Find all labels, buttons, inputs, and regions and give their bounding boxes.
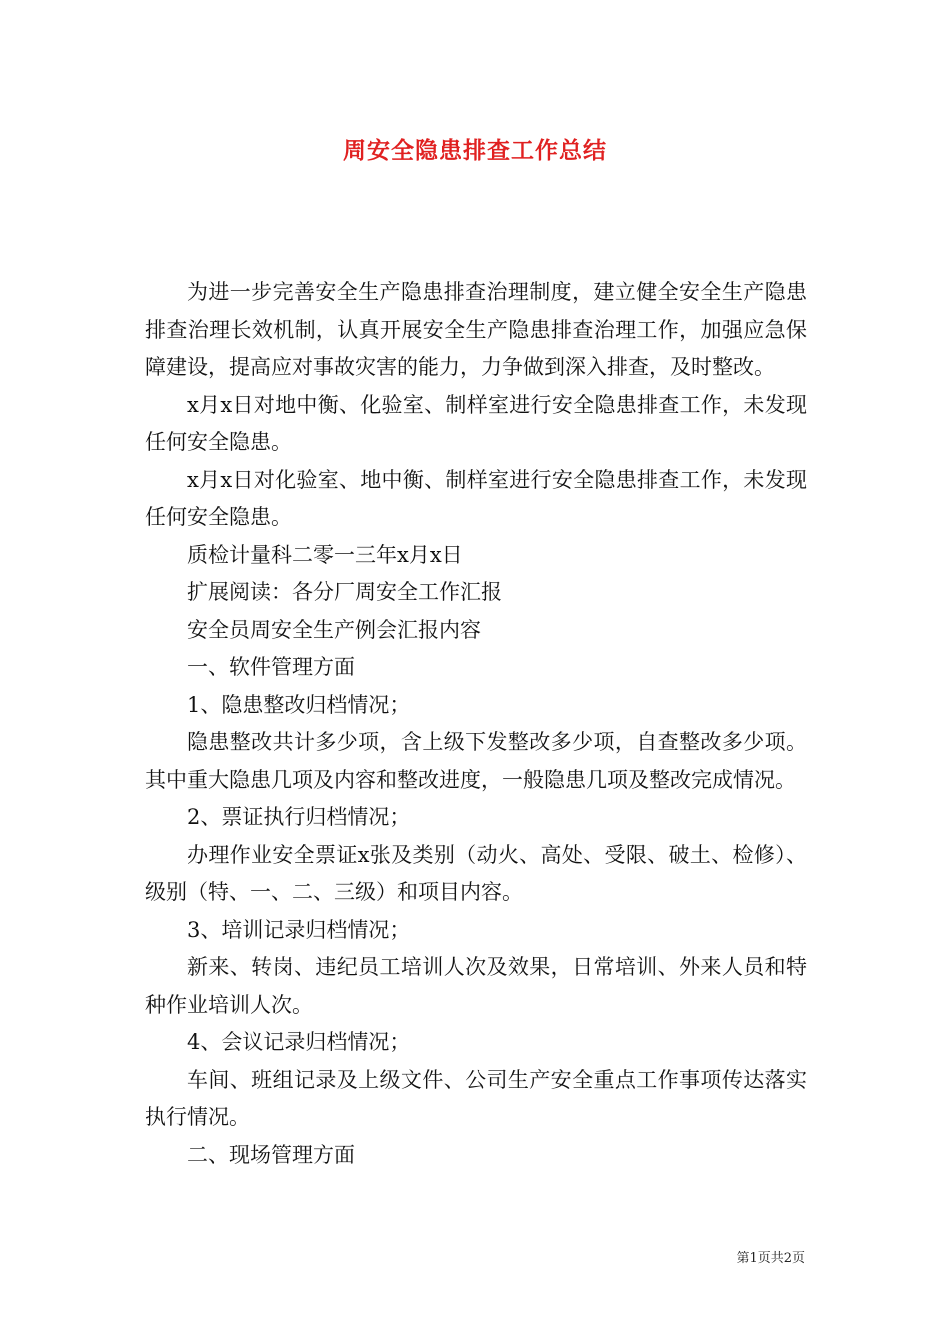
paragraph: 办理作业安全票证x张及类别（动火、高处、受限、破土、检修）、级别（特、一、二、三级）和项目内容。	[145, 842, 807, 904]
subsection-heading: 1、隐患整改归档情况；	[187, 692, 411, 717]
paragraph: 车间、班组记录及上级文件、公司生产安全重点工作事项传达落实执行情况。	[145, 1067, 807, 1129]
paragraph: x月x日对化验室、地中衡、制样室进行安全隐患排查工作，未发现任何安全隐患。	[145, 467, 807, 529]
paragraph: 新来、转岗、违纪员工培训人次及效果，日常培训、外来人员和特种作业培训人次。	[145, 955, 807, 1017]
section-heading: 一、软件管理方面	[187, 655, 355, 679]
document-title: 周安全隐患排查工作总结	[343, 138, 607, 164]
document-body	[145, 274, 807, 1174]
subsection-heading: 2、票证执行归档情况；	[187, 805, 411, 829]
paragraph: 为进一步完善安全生产隐患排查治理制度，建立健全安全生产隐患排查治理长效机制，认真开展安全生产隐患排查治理工作，加强应急保障建设，提高应对事故灾害的能力，力争做到深入排查，及时整改。	[145, 280, 807, 379]
subsection-heading: 4、会议记录归档情况；	[187, 1030, 411, 1054]
paragraph: 安全员周安全生产例会汇报内容	[187, 617, 481, 642]
paragraph: x月x日对地中衡、化验室、制样室进行安全隐患排查工作，未发现任何安全隐患。	[145, 392, 807, 454]
paragraph: 隐患整改共计多少项，含上级下发整改多少项，自查整改多少项。其中重大隐患几项及内容和整改进度，一般隐患几项及整改完成情况。	[145, 730, 807, 792]
subsection-heading: 3、培训记录归档情况；	[187, 917, 411, 942]
paragraph: 质检计量科二零一三年x月x日	[187, 542, 463, 567]
section-heading: 二、现场管理方面	[187, 1142, 355, 1167]
paragraph: 扩展阅读：各分厂周安全工作汇报	[187, 580, 502, 604]
page-number: 第1页共2页	[736, 1251, 805, 1266]
